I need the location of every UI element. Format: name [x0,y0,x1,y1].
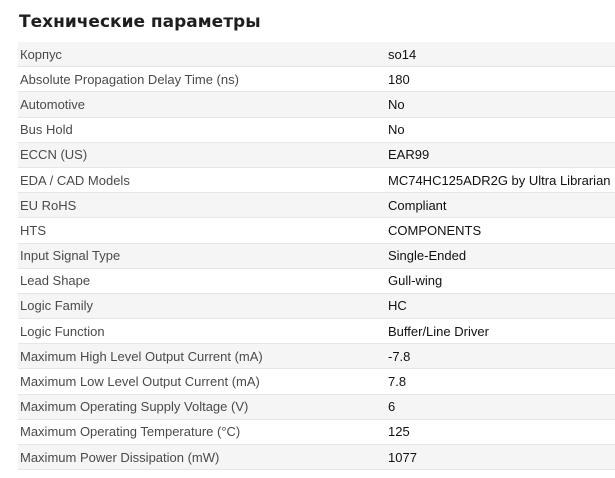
spec-row [18,344,615,369]
spec-value: COMPONENTS [388,222,482,238]
spec-value: No [388,96,405,112]
spec-row [18,294,615,319]
spec-name: EU RoHS [20,197,77,213]
spec-value: so14 [388,46,417,62]
spec-name: Absolute Propagation Delay Time (ns) [20,71,239,87]
spec-name: Maximum Operating Temperature (°C) [20,424,241,440]
spec-row [18,92,615,117]
spec-row [18,218,615,243]
spec-name: ECCN (US) [20,147,88,163]
spec-row [18,420,615,445]
spec-value: 125 [388,424,410,440]
spec-row [18,118,615,143]
spec-row [18,143,615,168]
spec-value: Buffer/Line Driver [388,323,489,339]
spec-name: Maximum Low Level Output Current (mA) [20,374,260,390]
spec-row [18,445,615,470]
spec-row [18,319,615,344]
spec-value: MC74HC125ADR2G by Ultra Librarian [388,172,611,188]
spec-value: Compliant [388,197,447,213]
spec-value: 180 [388,71,410,87]
spec-value: Gull-wing [388,273,443,289]
spec-row [18,395,615,420]
spec-name: Maximum Operating Supply Voltage (V) [20,399,249,415]
spec-name: Automotive [20,96,86,112]
spec-row [18,42,615,67]
spec-row [18,244,615,269]
spec-name: Корпус [20,46,62,62]
spec-value: -7.8 [388,348,411,364]
spec-name: Input Signal Type [20,248,121,264]
spec-row [18,193,615,218]
spec-name: Lead Shape [20,273,91,289]
spec-name: Bus Hold [20,122,73,138]
spec-name: EDA / CAD Models [20,172,130,188]
spec-name: Maximum Power Dissipation (mW) [20,449,220,465]
specs-table [18,42,615,470]
spec-row [18,269,615,294]
spec-value: HC [388,298,407,314]
spec-name: HTS [20,222,46,238]
spec-row [18,67,615,92]
spec-row [18,168,615,193]
spec-value: 1077 [388,449,417,465]
spec-value: No [388,122,405,138]
section-title: Технические параметры [19,12,261,32]
spec-value: 7.8 [388,374,407,390]
spec-name: Logic Family [20,298,93,314]
spec-name: Logic Function [20,323,105,339]
spec-value: Single-Ended [388,248,467,264]
spec-name: Maximum High Level Output Current (mA) [20,348,263,364]
spec-value: 6 [388,399,396,415]
spec-value: EAR99 [388,147,430,163]
spec-row [18,369,615,394]
